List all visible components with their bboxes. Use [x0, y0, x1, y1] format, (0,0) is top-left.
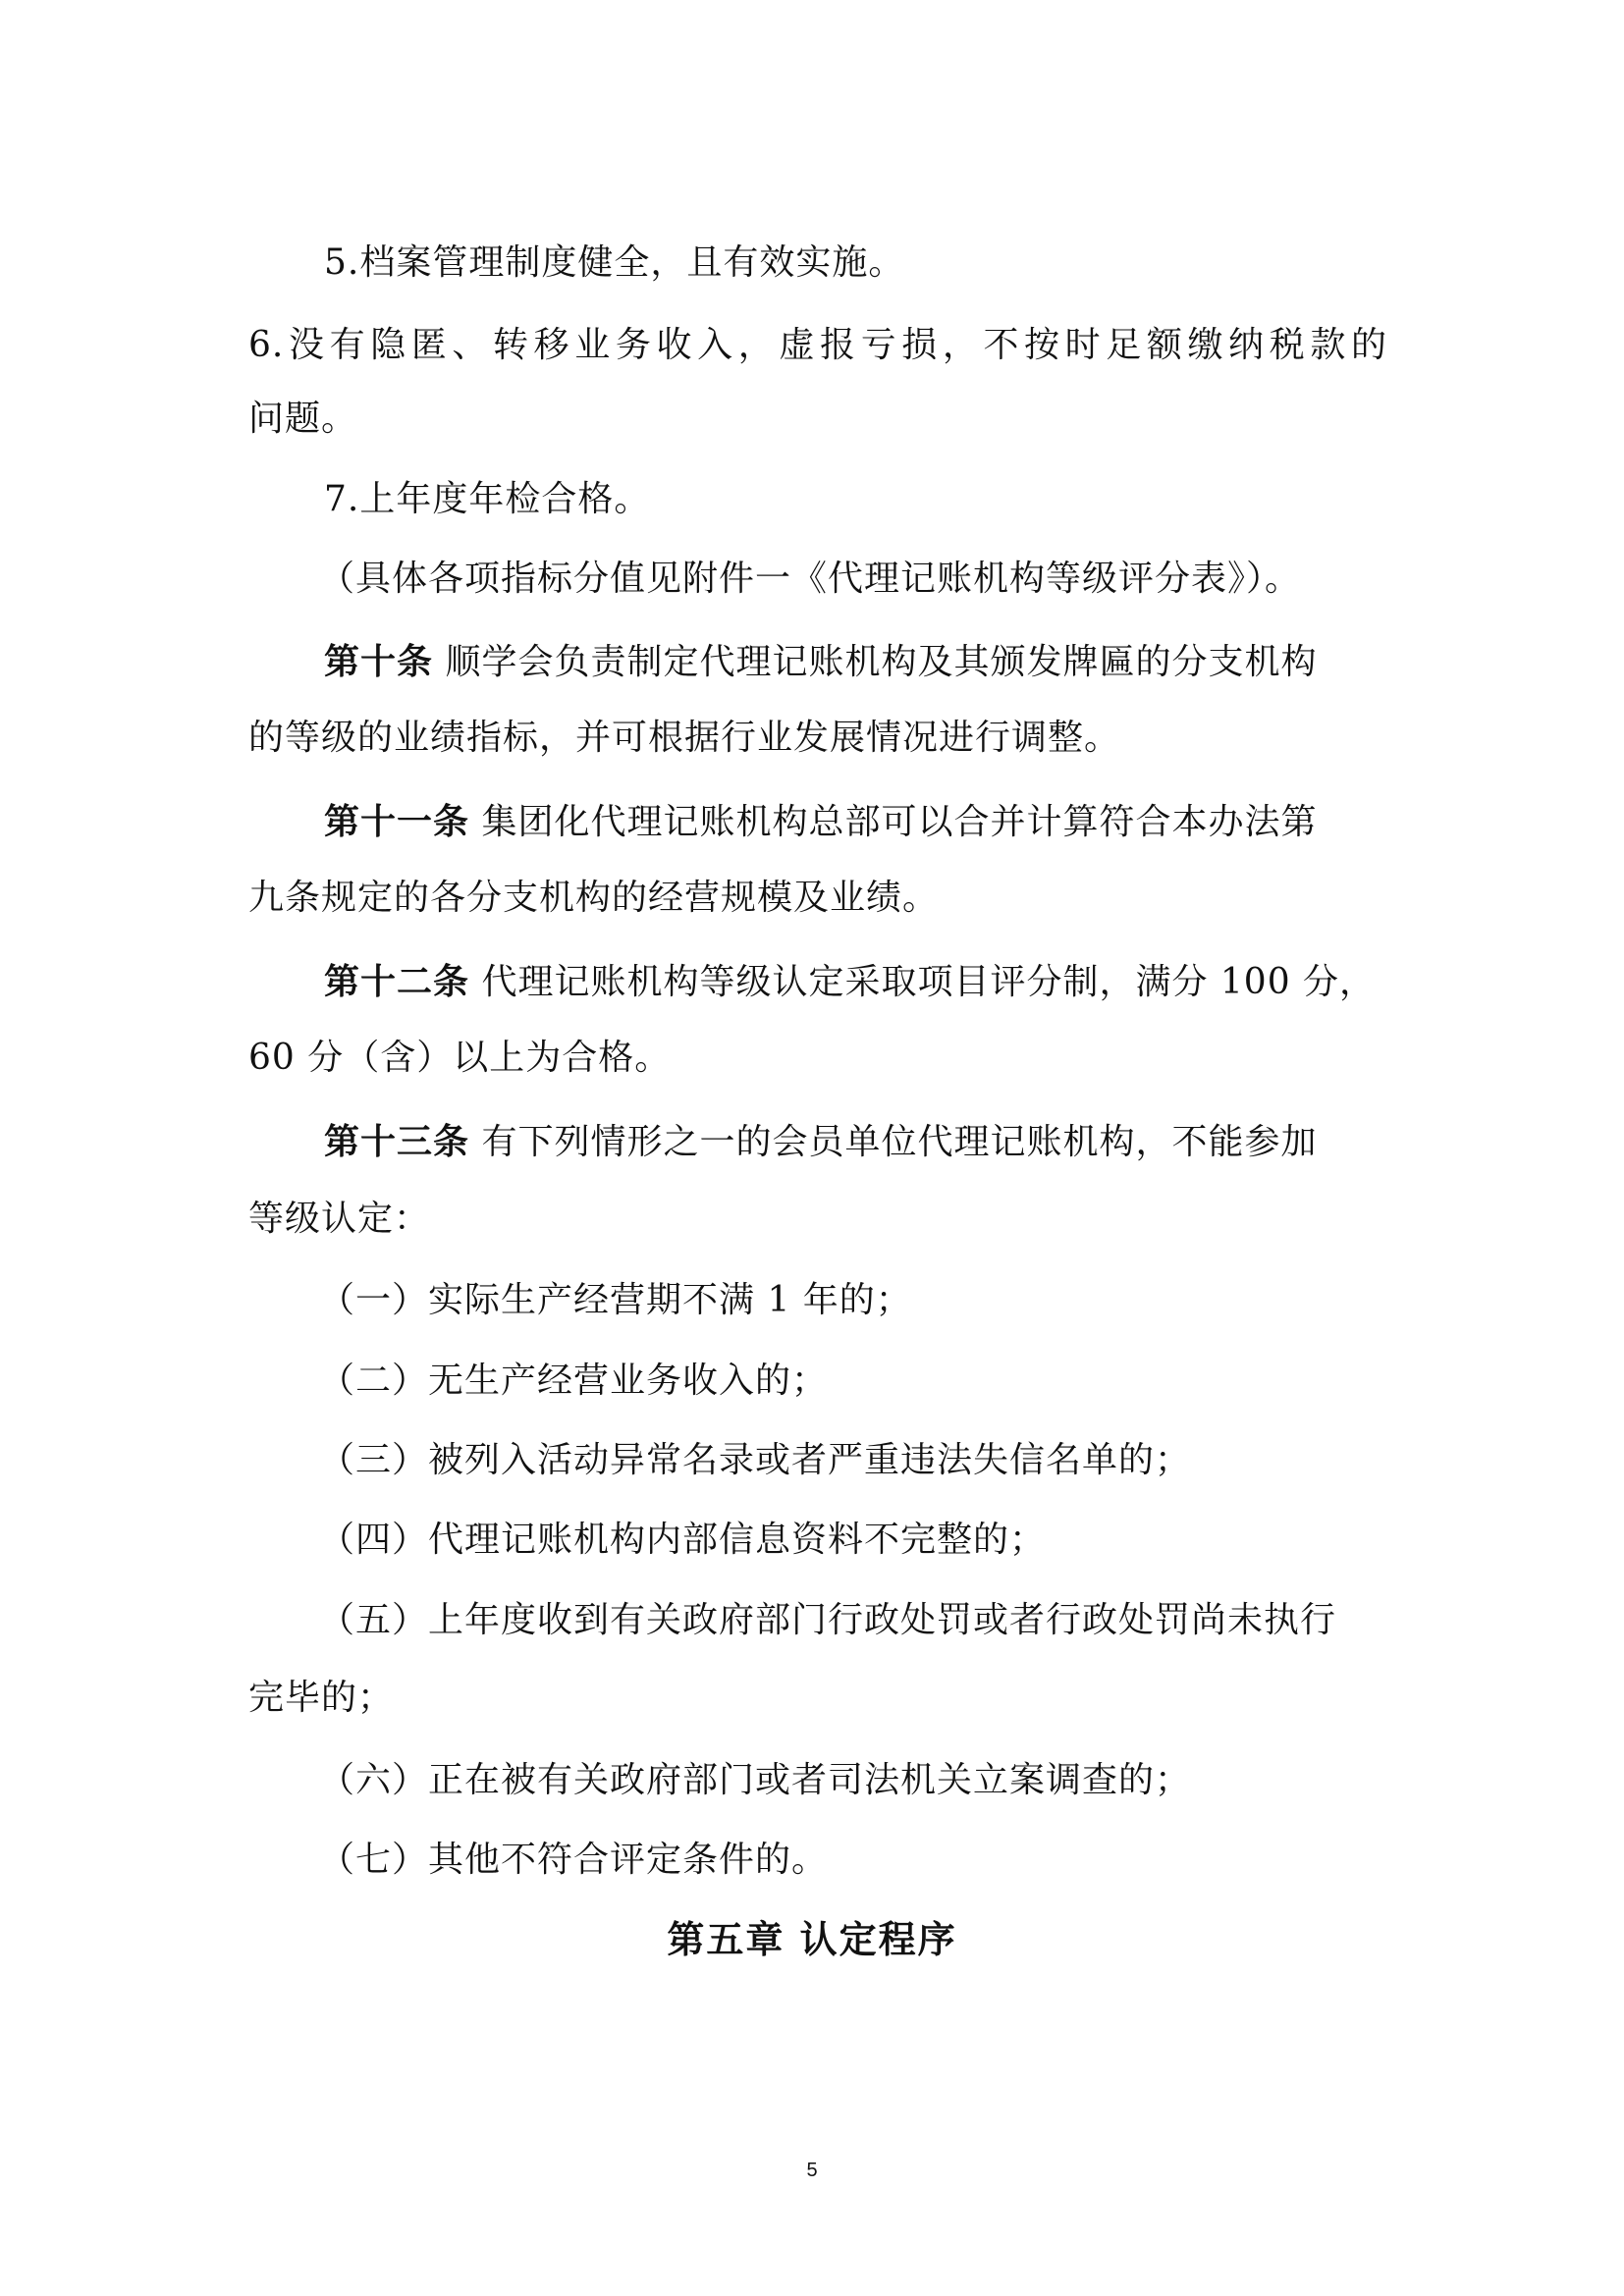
list-item-6: （六）正在被有关政府部门或者司法机关立案调查的；: [319, 1760, 1192, 1800]
article-12-heading: 第十二条: [324, 961, 470, 1002]
article-12-text: 代理记账机构等级认定采取项目评分制，满分 100 分，: [469, 962, 1377, 1002]
paragraph-item-6-line1: 6.没有隐匿、转移业务收入，虚报亏损，不按时足额缴纳税款的: [248, 325, 1387, 365]
article-11-line2: 九条规定的各分支机构的经营规模及业绩。: [248, 878, 940, 918]
list-item-1: （一）实际生产经营期不满 1 年的；: [319, 1280, 912, 1320]
article-12-line2: 60 分（含）以上为合格。: [248, 1038, 672, 1078]
article-13-line2: 等级认定：: [248, 1199, 431, 1239]
article-13-text: 有下列情形之一的会员单位代理记账机构，不能参加: [469, 1122, 1318, 1162]
list-item-4: （四）代理记账机构内部信息资料不完整的；: [319, 1520, 1047, 1560]
list-item-3: （三）被列入活动异常名录或者严重违法失信名单的；: [319, 1440, 1192, 1480]
article-10-heading: 第十条: [324, 641, 434, 682]
article-11-text: 集团化代理记账机构总部可以合并计算符合本办法第: [469, 802, 1318, 842]
article-12-line1: [324, 960, 1376, 1004]
article-10-text: 顺学会负责制定代理记账机构及其颁发牌匾的分支机构: [433, 642, 1318, 682]
article-10-line2: 的等级的业绩指标，并可根据行业发展情况进行调整。: [248, 718, 1121, 758]
article-11-line1: [324, 800, 1317, 844]
article-11-heading: 第十一条: [324, 801, 470, 842]
article-13-heading: 第十三条: [324, 1121, 470, 1162]
paragraph-note: （具体各项指标分值见附件一《代理记账机构等级评分表》）。: [319, 559, 1302, 599]
chapter-heading: 第五章 认定程序: [667, 1917, 957, 1961]
list-item-7: （七）其他不符合评定条件的。: [319, 1840, 829, 1880]
list-item-5-line2: 完毕的；: [248, 1678, 395, 1718]
paragraph-item-6-line2: 问题。: [248, 399, 358, 439]
article-13-line1: [324, 1120, 1317, 1164]
list-item-5-line1: （五）上年度收到有关政府部门行政处罚或者行政处罚尚未执行: [319, 1600, 1337, 1640]
list-item-2: （二）无生产经营业务收入的；: [319, 1361, 829, 1401]
paragraph-item-7: 7.上年度年检合格。: [324, 479, 651, 519]
article-10-line1: [324, 640, 1317, 684]
paragraph-item-5: 5.档案管理制度健全，且有效实施。: [324, 242, 905, 283]
page-number: 5: [806, 2160, 818, 2181]
